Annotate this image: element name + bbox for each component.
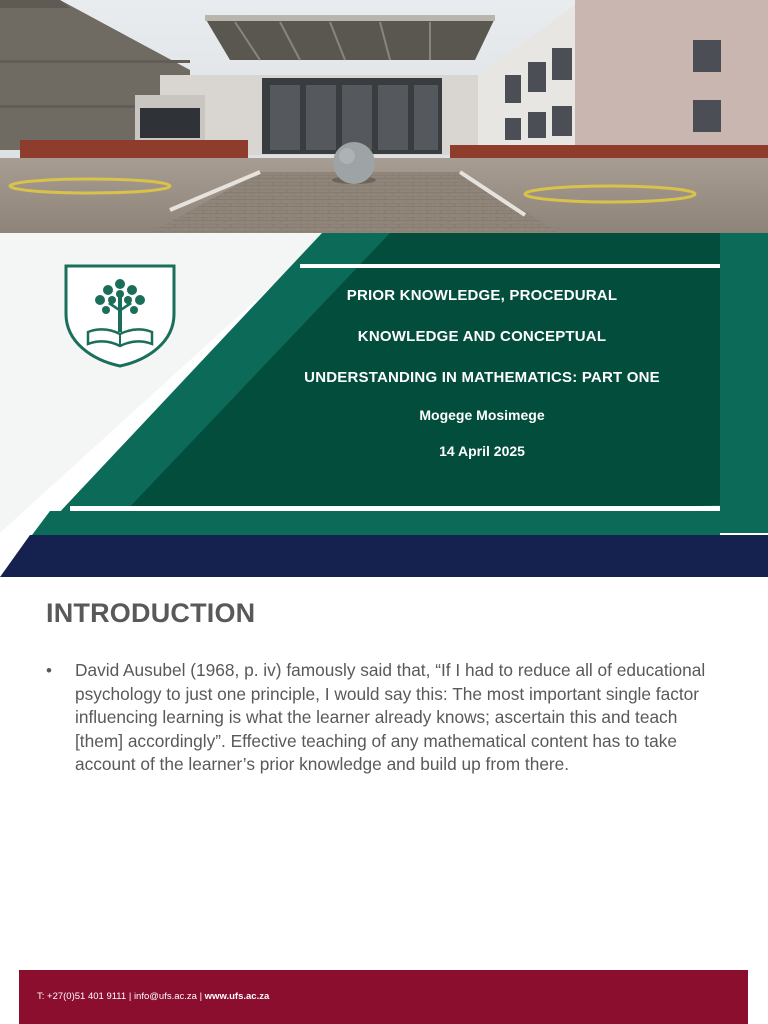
- footer-email[interactable]: info@ufs.ac.za: [133, 991, 197, 1002]
- tree-and-book-shield-icon: [60, 262, 180, 370]
- section-heading: INTRODUCTION: [46, 598, 256, 628]
- footer-phone: T: +27(0)51 401 9111: [37, 991, 127, 1002]
- presentation-date: 14 April 2025: [439, 443, 525, 459]
- title-line-1: PRIOR KNOWLEDGE, PROCEDURAL: [346, 287, 618, 304]
- bullet-text: David Ausubel (1968, p. iv) famously said that, “If I had to reduce all of educational psychology to just one principle, I would say this: The most important single factor influencing learning is what the learner already knows; ascertain this and teach [them] accordingly”. Effective teaching of any mathematical content has to take account of the learner’s prior knowledge and build up from there.: [75, 660, 706, 774]
- footer-bar: [19, 970, 748, 1024]
- footer-separator: |: [128, 991, 132, 1002]
- bullet-marker: •: [46, 661, 52, 680]
- bullet-item: [46, 659, 706, 777]
- footer-separator: |: [199, 991, 203, 1002]
- footer-website[interactable]: www.ufs.ac.za: [204, 991, 270, 1002]
- campus-building-photo: [0, 0, 768, 233]
- author-name: Mogege Mosimege: [419, 407, 545, 423]
- title-line-3: UNDERSTANDING IN MATHEMATICS: PART ONE: [304, 369, 660, 386]
- title-line-2: KNOWLEDGE AND CONCEPTUAL: [357, 328, 607, 345]
- footer-contact: [37, 991, 269, 1002]
